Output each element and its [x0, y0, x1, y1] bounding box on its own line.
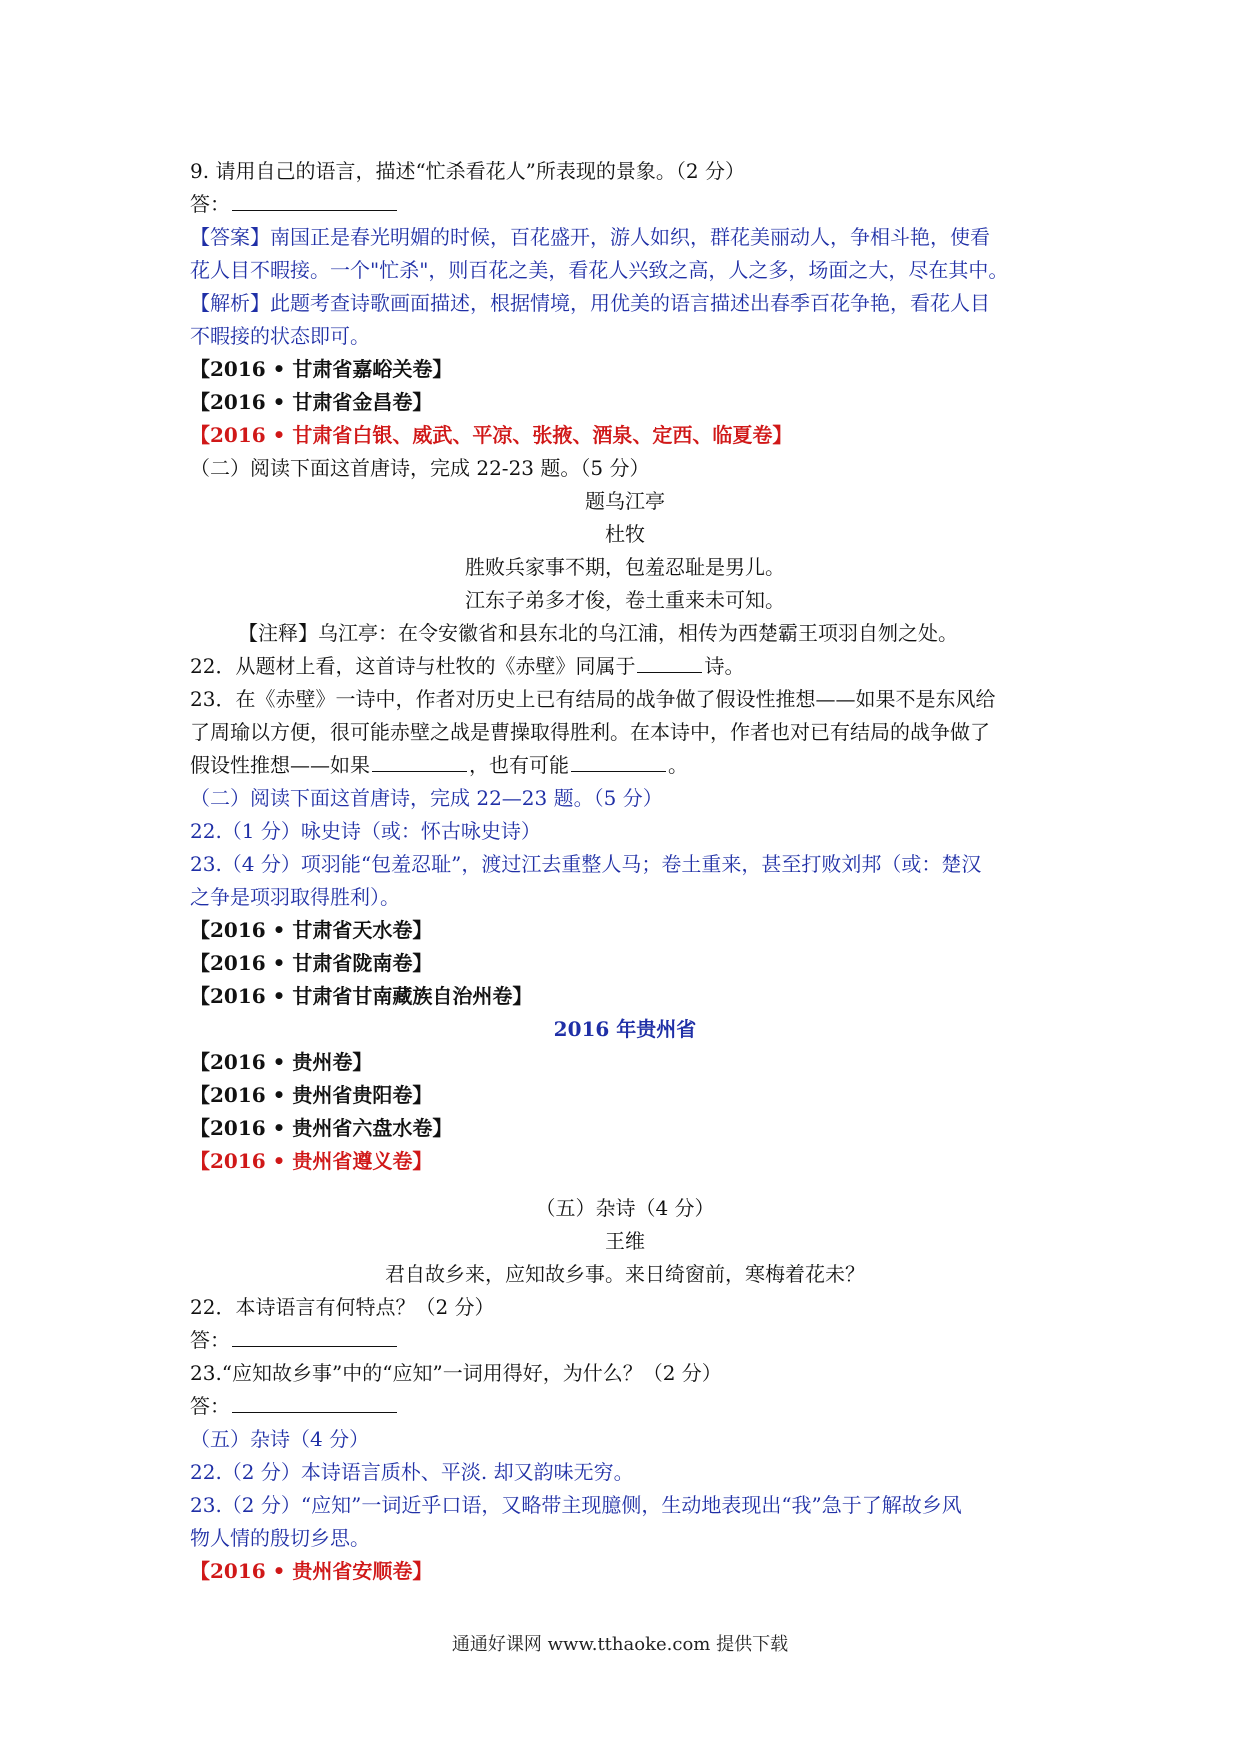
heading-gannan: 【2016 • 甘肃省甘南藏族自治州卷】	[190, 984, 533, 1008]
document-body	[190, 155, 1060, 1588]
poem-line: 江东子弟多才俊，卷土重来未可知。	[465, 588, 785, 612]
answer-22: 22.（1 分）咏史诗（或：怀古咏史诗）	[190, 819, 541, 843]
heading-liupanshui: 【2016 • 贵州省六盘水卷】	[190, 1116, 453, 1140]
q23-part-b: ，也有可能	[469, 753, 569, 777]
q22-text: 22．本诗语言有何特点？（2 分）	[190, 1295, 495, 1319]
poem-author: 杜牧	[605, 522, 645, 546]
section-title-guizhou: 2016 年贵州省	[553, 1017, 697, 1041]
q22-answer-line	[190, 1324, 1060, 1357]
answer-blank	[232, 1324, 397, 1347]
poem-note: 【注释】乌江亭：在令安徽省和县东北的乌江浦，相传为西楚霸王项羽自刎之处。	[238, 621, 958, 645]
heading-tianshui: 【2016 • 甘肃省天水卷】	[190, 918, 433, 942]
q22-suffix: 诗。	[704, 654, 745, 678]
poem-author: 王维	[605, 1229, 645, 1253]
answer-23: 23.（2 分）“应知”一词近乎口语，又略带主现臆侧，生动地表现出“我”急于了解故乡风	[190, 1493, 962, 1517]
gansu-intro: （二）阅读下面这首唐诗，完成 22-23 题。（5 分）	[190, 456, 650, 480]
q9-analysis: 【解析】此题考查诗歌画面描述，根据情境，用优美的语言描述出春季百花争艳，看花人目	[190, 291, 990, 315]
answer-blank	[232, 1390, 397, 1413]
q23-blank-line	[190, 749, 1060, 782]
heading-anshun: 【2016 • 贵州省安顺卷】	[190, 1559, 433, 1583]
q22-line	[190, 650, 1060, 683]
answer-intro: （五）杂诗（4 分）	[190, 1427, 370, 1451]
heading-guiyang: 【2016 • 贵州省贵阳卷】	[190, 1083, 433, 1107]
heading-longnan: 【2016 • 甘肃省陇南卷】	[190, 951, 433, 975]
q23-text: 23.“应知故乡事”中的“应知”一词用得好，为什么？（2 分）	[190, 1361, 722, 1385]
answer-blank	[571, 749, 666, 772]
heading-baiyin: 【2016 • 甘肃省白银、威武、平凉、张掖、酒泉、定西、临夏卷】	[190, 423, 793, 447]
page-footer: 通通好课网 www.tthaoke.com 提供下载	[451, 1634, 789, 1655]
q23-part-a: 假设性推想——如果	[190, 753, 370, 777]
answer-23-cont: 之争是项羽取得胜利）。	[190, 885, 400, 909]
q9-answer: 【答案】南国正是春光明媚的时候，百花盛开，游人如织，群花美丽动人，争相斗艳，使看	[190, 225, 990, 249]
poem-title: 题乌江亭	[585, 489, 665, 513]
poem-line: 君自故乡来，应知故乡事。来日绮窗前，寒梅着花未？	[385, 1262, 865, 1286]
q9-answer-cont: 花人目不暇接。一个"忙杀"，则百花之美，看花人兴致之高，人之多，场面之大，尽在其中。	[190, 258, 1009, 282]
heading-jiayuguan: 【2016 • 甘肃省嘉峪关卷】	[190, 357, 453, 381]
q23-text-cont: 了周瑜以方便，很可能赤壁之战是曹操取得胜利。在本诗中，作者也对已有结局的战争做了	[190, 720, 990, 744]
q23-answer-line	[190, 1390, 1060, 1423]
answer-blank	[637, 650, 702, 673]
answer-22: 22.（2 分）本诗语言质朴、平淡. 却又韵味无穷。	[190, 1460, 634, 1484]
answer-label: 答：	[190, 1328, 230, 1352]
q9-answer-line	[190, 188, 1060, 221]
q23-text: 23．在《赤壁》一诗中，作者对历史上已有结局的战争做了假设性推想——如果不是东风给	[190, 687, 996, 711]
answer-23-cont: 物人情的殷切乡思。	[190, 1526, 370, 1550]
q9-question: 9. 请用自己的语言，描述“忙杀看花人”所表现的景象。（2 分）	[190, 159, 745, 183]
heading-guizhou: 【2016 • 贵州卷】	[190, 1050, 373, 1074]
q22-text: 22．从题材上看，这首诗与杜牧的《赤壁》同属于	[190, 654, 636, 678]
answer-intro: （二）阅读下面这首唐诗，完成 22—23 题。（5 分）	[190, 786, 663, 810]
q23-part-c: 。	[668, 753, 688, 777]
answer-label: 答：	[190, 1394, 230, 1418]
poem-line: 胜败兵家事不期，包羞忍耻是男儿。	[465, 555, 785, 579]
heading-zunyi: 【2016 • 贵州省遵义卷】	[190, 1149, 433, 1173]
answer-blank	[372, 749, 467, 772]
answer-label: 答：	[190, 192, 230, 216]
answer-23: 23.（4 分）项羽能“包羞忍耻”，渡过江去重整人马；卷土重来，甚至打败刘邦（或：楚汉	[190, 852, 982, 876]
spacer	[190, 1178, 1060, 1192]
answer-blank	[232, 188, 397, 211]
heading-jinchang: 【2016 • 甘肃省金昌卷】	[190, 390, 433, 414]
poem-title: （五）杂诗（4 分）	[535, 1196, 715, 1220]
q9-analysis-cont: 不暇接的状态即可。	[190, 324, 370, 348]
